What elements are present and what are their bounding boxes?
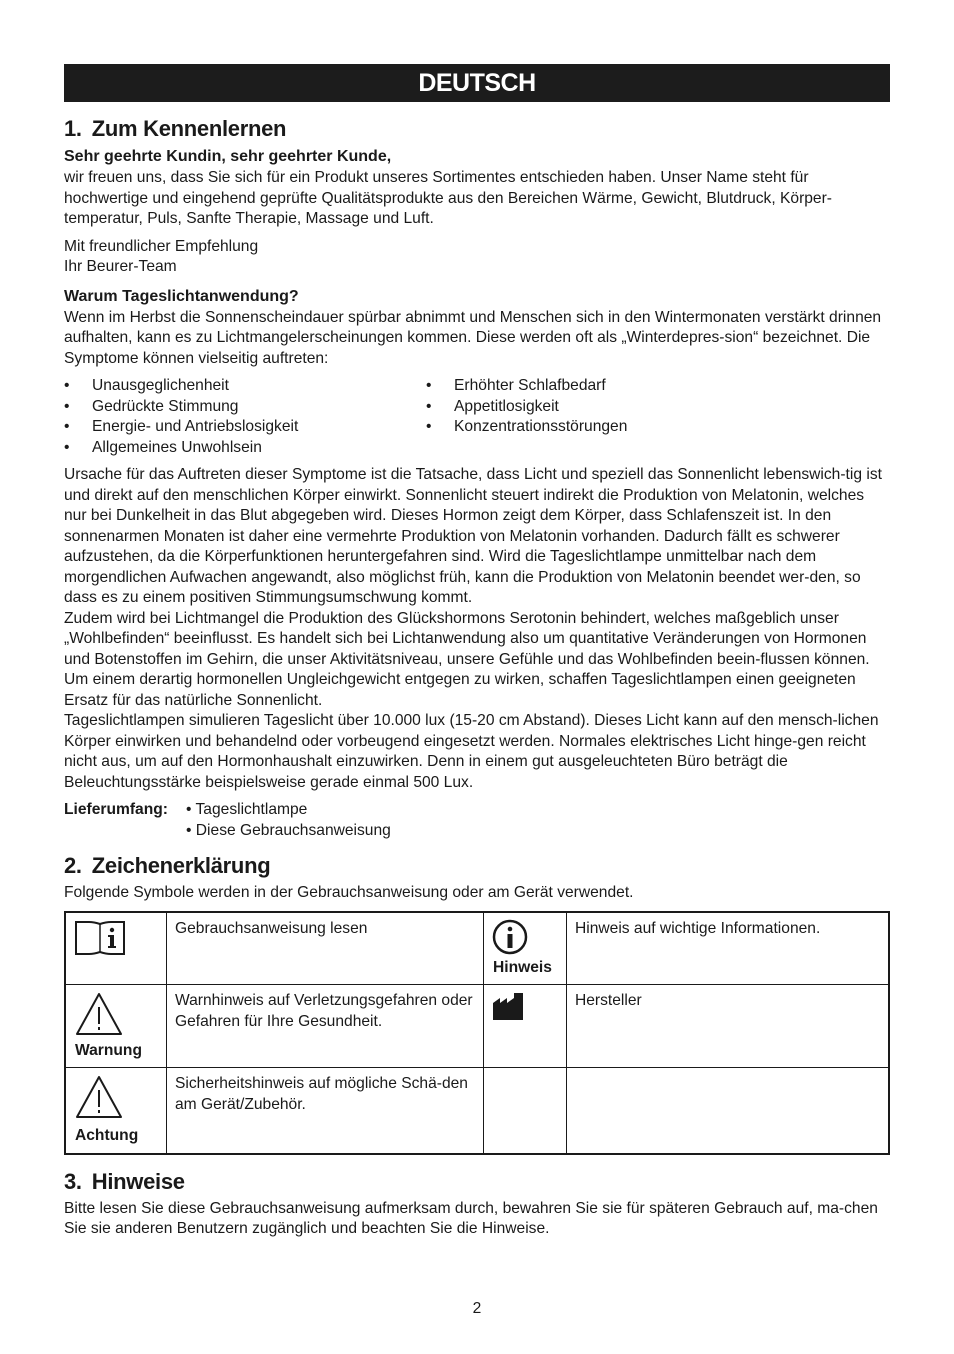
caution-icon <box>74 1074 124 1120</box>
delivery-item: • Diese Gebrauchsanweisung <box>186 821 391 839</box>
symbol-label: Hinweis <box>493 958 552 976</box>
section-3-heading <box>64 1169 890 1195</box>
language-banner: DEUTSCH <box>64 64 890 102</box>
section-3-title: Hinweise <box>91 1168 185 1194</box>
section-3-number: 3. <box>64 1168 82 1194</box>
read-manual-icon <box>74 919 126 957</box>
symbol-cell <box>65 912 167 985</box>
symbol-label: Achtung <box>75 1127 139 1144</box>
list-item: • Konzentrationsstörungen <box>426 417 627 438</box>
list-item: • Appetitlosigkeit <box>426 397 627 418</box>
symbol-description <box>567 1068 890 1154</box>
delivery-items <box>186 800 391 841</box>
delivery-item: • Tageslichtlampe <box>186 801 308 818</box>
intro-paragraph: wir freuen uns, dass Sie sich für ein Produkt unseres Sortimentes entschieden haben. Unser Name steht für hochwertige und eingehend geprüfte Qualitätsprodukte aus den Bereichen Wärme, Gewicht, Blutdruck, Körper-temperatur, Puls, Sanfte Therapie, Massage und Luft. <box>64 169 832 227</box>
list-item: • Energie- und Antriebslosigkeit <box>64 417 426 438</box>
symptom-list-right <box>426 376 627 458</box>
manufacturer-icon <box>492 991 524 1021</box>
delivery-scope <box>64 800 890 841</box>
section-2-number: 2. <box>64 853 82 878</box>
section-2-title: Zeichenerklärung <box>91 853 271 878</box>
closing-line-2: Ihr Beurer-Team <box>64 258 177 275</box>
symbol-cell <box>484 1068 567 1154</box>
symbol-cell <box>484 985 567 1068</box>
list-item: • Erhöhter Schlafbedarf <box>426 376 627 397</box>
symbol-description: Sicherheitshinweis auf mögliche Schä-den am Gerät/Zubehör. <box>167 1068 484 1154</box>
table-row <box>65 912 889 985</box>
page-number: 2 <box>472 1300 482 1317</box>
list-item: • Allgemeines Unwohlsein <box>64 438 426 459</box>
symbol-label: Warnung <box>75 1041 142 1059</box>
section-2-heading <box>64 853 890 879</box>
symptom-list-left <box>64 376 426 458</box>
list-item: • Unausgeglichenheit <box>64 376 426 397</box>
symbol-cell <box>65 985 167 1068</box>
body-paragraph-3: Tageslichtlampen simulieren Tageslicht über 10.000 lux (15-20 cm Abstand). Dieses Licht kann auf den mensch-lichen Körper einwirken und behandelnd oder vorbeugend eingesetzt werden. Normales elektrisches Licht hinge-gen reicht nicht aus, um auf den Hormonhaushalt einzuwirken. Denn in einem gut ausgeleuchteten Büro beträgt die Beleuchtungsstärke beispielsweise gerade einmal 500 Lux. <box>64 712 879 791</box>
warning-icon <box>74 991 124 1037</box>
section-1-number: 1. <box>64 116 82 141</box>
symbol-cell <box>65 1068 167 1154</box>
symbol-description: Gebrauchsanweisung lesen <box>167 912 484 985</box>
symbol-description: Warnhinweis auf Verletzungsgefahren oder Gefahren für Ihre Gesundheit. <box>167 985 484 1068</box>
body-paragraph-1: Ursache für das Auftreten dieser Symptome ist die Tatsache, dass Licht und speziell das Sonnenlicht lebenswich-tig ist und direkt auf den menschlichen Körper einwirkt. Sonnenlicht steuert indirekt die Produktion von Melatonin, welches nur bei Dunkelheit in das Blut abgegeben wird. Dieses Hormon zeigt dem Körper, dass Schlafenszeit ist. In den sonnenarmen Monaten ist daher eine vermehrte Produktion von Melatonin vorhanden. Dadurch fällt es schwerer aufzustehen, da die Körperfunktionen heruntergefahren sind. Wird die Tageslichtlampe unmittelbar nach dem morgendlichen Aufwachen angewandt, also möglichst früh, kann die Produktion von Melatonin beendet wer-den, so dass es zu einem positiven Stimmungsumschwung kommt. <box>64 466 882 606</box>
page <box>64 64 890 1240</box>
list-item: • Gedrückte Stimmung <box>64 397 426 418</box>
info-icon <box>492 919 528 955</box>
notes-paragraph: Bitte lesen Sie diese Gebrauchsanweisung aufmerksam durch, bewahren Sie sie für späteren Gebrauch auf, ma-chen Sie sie anderen Benutzern zugänglich und beachten Sie die Hinweise. <box>64 1199 878 1237</box>
section-1-heading <box>64 116 890 142</box>
why-heading: Warum Tageslichtanwendung? <box>64 287 299 305</box>
symbol-table <box>64 911 890 1155</box>
symbols-intro: Folgende Symbole werden in der Gebrauchsanweisung oder am Gerät verwendet. <box>64 884 634 901</box>
body-paragraph-2: Zudem wird bei Lichtmangel die Produktion des Glückshormons Serotonin behindert, welches maßgeblich unser „Wohlbefinden“ beeinflusst. Es handelt sich bei Lichtanwendung also um quantitative Veränderungen von Hormonen und Botenstoffen im Gehirn, die unser Aktivitätsniveau, unsere Gefühle und das Wohlbefinden beein-flussen können. Um einem derartig hormonellen Ungleichgewicht entgegen zu wirken, schaffen Tageslichtlampen einen geeigneten Ersatz für das natürliche Sonnenlicht. <box>64 609 870 709</box>
symbol-description: Hinweis auf wichtige Informationen. <box>567 912 890 985</box>
table-row <box>65 985 889 1068</box>
why-paragraph: Wenn im Herbst die Sonnenscheindauer spürbar abnimmt und Menschen sich in den Wintermonaten verstärkt drinnen aufhalten, kann es zu Lichtmangelerscheinungen kommen. Diese werden oft als „Winterdepres-sion“ bezeichnet. Die Symptome können vielseitig auftreten: <box>64 308 882 367</box>
delivery-label: Lieferumfang: <box>64 801 168 818</box>
symbol-description: Hersteller <box>567 985 890 1068</box>
table-row <box>65 1068 889 1154</box>
symbol-cell <box>484 912 567 985</box>
section-1-title: Zum Kennenlernen <box>91 116 287 141</box>
closing-line-1: Mit freundlicher Empfehlung <box>64 237 259 255</box>
greeting: Sehr geehrte Kundin, sehr geehrter Kunde, <box>64 148 392 165</box>
symptom-list <box>64 376 890 458</box>
